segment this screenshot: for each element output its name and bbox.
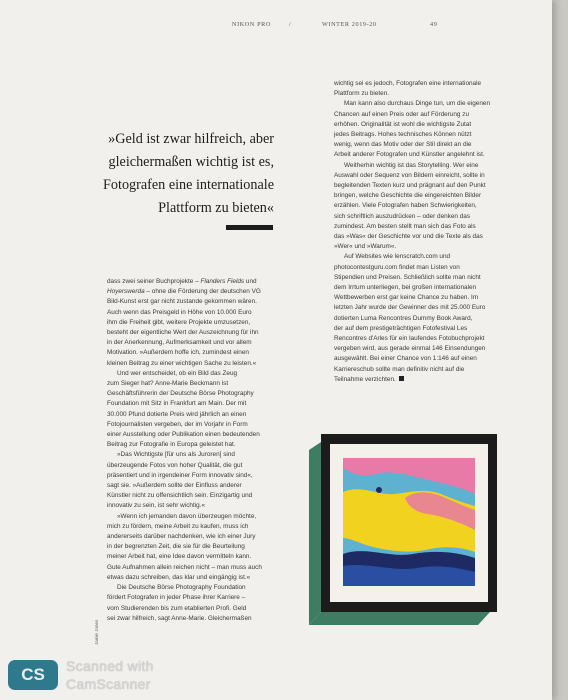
text-line: wenig, wenn das Motiv oder der Stil direkt an die	[334, 141, 472, 149]
illustration	[309, 434, 504, 625]
pull-quote-rule	[226, 225, 273, 230]
text-line: zumindest. Am besten stellt man sich das Foto als	[334, 222, 476, 230]
pull-quote-line: Fotografen eine internationale	[103, 177, 274, 193]
text-line: jedes Beitrags. Hohes technisches Können nützt	[334, 131, 472, 139]
text-line: etwas dazu schreiben, das klar und eingängig ist.«	[107, 573, 251, 581]
paragraph	[107, 583, 275, 624]
text-line: letzten Jahr wurde der Gewinner des mit 25.000 Euro	[334, 304, 486, 312]
text-line: 30.000 Pfund dotierte Preis wird jährlich an einen	[107, 410, 247, 418]
paragraph	[107, 277, 275, 369]
text-line: photocontestguru.com findet man Listen von	[334, 263, 460, 271]
text-line: Auch wenn das Preisgeld in Höhe von 10.000 Euro	[107, 308, 252, 316]
watermark-line1: Scanned with	[66, 658, 154, 674]
art-figure-head	[376, 487, 382, 493]
text-line: Gute Aufnahmen allein reichen nicht – man muss auch	[107, 563, 262, 571]
text-line: Plattform zu bieten.	[334, 90, 390, 98]
text-line: dem Irrtum unterliegen, bei großen internationalen	[334, 284, 477, 292]
right-text-column	[334, 79, 490, 385]
text-line: vergeben wird, aus gerade einmal 146 Einsendungen	[334, 345, 486, 353]
text-line: einer Ausstellung oder Publikation einen bedeutenden	[107, 431, 260, 439]
book-title: Flanders Fields	[200, 278, 245, 285]
text-line: besteht der eigentliche Wert der Auszeichnung für ihn	[107, 329, 259, 337]
pull-quote-line: gleichermaßen wichtig ist es,	[108, 154, 274, 170]
text-line: zum Sieger hat? Anne-Marie Beckmann ist	[107, 380, 229, 388]
paragraph	[107, 369, 275, 451]
text-line: Man kann also durchaus Dinge tun, um die eigenen	[344, 100, 490, 108]
text-line: andererseits darüber nachdenken, wie ich einer Jury	[107, 533, 256, 541]
text-line: Karriereschub sollte man definitiv nicht auf die	[334, 365, 465, 373]
text-line: »Wer« und »Warum«.	[334, 243, 397, 251]
text-line: Fotojournalisten vergeben, der im Vorjahr in Form	[107, 420, 248, 428]
text-line: kleinen Beitrag zu einer wichtigen Sache zu leisten.«	[107, 359, 257, 367]
text-line: Hoyerswerda – ohne die Förderung der deutschen VG	[107, 288, 261, 296]
paragraph	[334, 99, 490, 160]
text-line: Die Deutsche Börse Photography Foundation	[117, 584, 246, 592]
paragraph	[334, 161, 490, 253]
text-line: »Das Wichtigste [für uns als Juroren] sind	[117, 451, 235, 459]
text-line: wichtig sei es jedoch, Fotografen eine internationale	[334, 80, 482, 87]
text-line: bringen, welche Geschichte die eingereichten Bilder	[334, 192, 482, 200]
art-figure	[375, 493, 383, 507]
text-line: Auswahl oder Sequenz von Bildern einreicht, sollte in	[334, 171, 485, 179]
pull-quote-line: »Geld ist zwar hilfreich, aber	[108, 131, 274, 147]
issue-label: WINTER 2019-20	[322, 21, 377, 28]
frame-shadow-bottom	[309, 612, 490, 625]
text-line: der auf dem prestigeträchtigen Fotofestival Les	[334, 324, 468, 332]
text-line: Bild-Kunst erst gar nicht zustande gekommen wären.	[107, 298, 257, 306]
pull-quote	[98, 128, 274, 220]
text-line: erhöhen. Originalität ist wohl die wichtigste Zutat	[334, 120, 472, 128]
text-line: dass zwei seiner Buchprojekte – Flanders Fields und	[107, 278, 257, 285]
text-line: ihm die Freiheit gibt, weitere Projekte umzusetzen,	[107, 318, 251, 326]
text-line: sagt sie. »Außerdem sollte der Einfluss anderer	[107, 482, 242, 490]
text-line: in der begrenzten Zeit, die sie für die Beurteilung	[107, 543, 245, 551]
text-line: Wettbewerben erst gar keine Chance zu haben. Im	[334, 294, 479, 302]
head-separator: /	[289, 21, 292, 28]
text-line: »Wenn ich jemanden davon überzeugen möchte,	[117, 512, 257, 520]
end-mark	[399, 376, 404, 381]
text-line: das »Was« der Geschichte vor und die Texte als das	[334, 233, 483, 241]
text-line: Chancen auf einen Preis oder auf Förderung zu	[334, 110, 469, 118]
text-line: Weitherhin wichtig ist das Storytelling. Wer eine	[344, 161, 479, 169]
text-line: meiner Arbeit hat, eine Idee davon vermitteln kann.	[107, 553, 252, 561]
text-line: Motivation. »Außerdem hoffe ich, zumindest einen	[107, 349, 249, 357]
text-line: in der Anerkennung, Aufmerksamkeit und vor allem	[107, 339, 252, 347]
text-line: ausgewählt. Bei einer Chance von 1:146 auf einen	[334, 355, 477, 363]
text-line: sei zwar hilfreich, sagt Anne-Marie. Gleichermaßen	[107, 614, 252, 622]
paragraph	[107, 450, 275, 511]
paragraph	[334, 79, 490, 99]
text-line: innovativ zu sein, ist sehr wichtig.«	[107, 502, 206, 510]
text-line: präsentiert und in irgendeiner Form innovativ sind«,	[107, 471, 253, 479]
text-line: sich schriftlich auszudrücken – oder denken das	[334, 212, 471, 220]
paragraph	[107, 512, 275, 583]
left-text-column	[107, 277, 275, 624]
camscanner-logo: CS	[8, 660, 58, 690]
text-line: Und wer entscheidet, ob ein Bild das Zeug	[117, 369, 238, 377]
text-line: Geschäftsführerin der Deutsche Börse Photography	[107, 390, 254, 398]
text-line: vom Studierenden bis zum etablierten Profi. Geld	[107, 604, 247, 612]
text-line: erzählen. Viele Fotografen haben Schwierigkeiten,	[334, 202, 477, 210]
photo-credit: Jamie Jones	[94, 619, 99, 645]
watermark-line2: CamScanner	[66, 676, 151, 692]
scanner-watermark	[0, 652, 210, 696]
text-line: Rencontres d'Arles für ein laufendes Fotobuchprojekt	[334, 335, 485, 343]
text-line: begleitenden Texten kurz und prägnant auf den Punkt	[334, 182, 486, 190]
text-line: Teilnahme verzichten.	[334, 375, 490, 385]
text-line: Stipendien und Preisen. Schließlich sollte man nicht	[334, 273, 481, 281]
magazine-name: NIKON PRO	[232, 21, 271, 28]
page-number: 49	[430, 21, 438, 28]
paragraph	[334, 252, 490, 385]
book-title: Hoyerswerda	[107, 288, 145, 296]
text-line: dotierten Luma Rencontres Dummy Book Award,	[334, 314, 473, 322]
text-line: überzeugende Fotos von hoher Qualität, die gut	[107, 461, 243, 469]
text-line: Auf Websites wie lenscratch.com und	[344, 253, 451, 261]
text-line: Beitrag zur Fotografie in Europa geleistet hat.	[107, 441, 236, 449]
text-line: mich zu fördern, meine Arbeit zu kaufen, muss ich	[107, 522, 249, 530]
pull-quote-line: Plattform zu bieten«	[158, 200, 274, 216]
text-line: fördert Fotografen in jeder Phase ihrer Karriere –	[107, 594, 246, 602]
text-line: Künstler nicht zu offensichtlich sein. Einzigartig und	[107, 492, 253, 500]
text-line: Arbeit anderer Fotografen und Künstler angelehnt ist.	[334, 151, 485, 159]
illustration-graphic	[309, 434, 504, 625]
text-line: Foundation mit Sitz in Frankfurt am Main. Der mit	[107, 400, 247, 408]
